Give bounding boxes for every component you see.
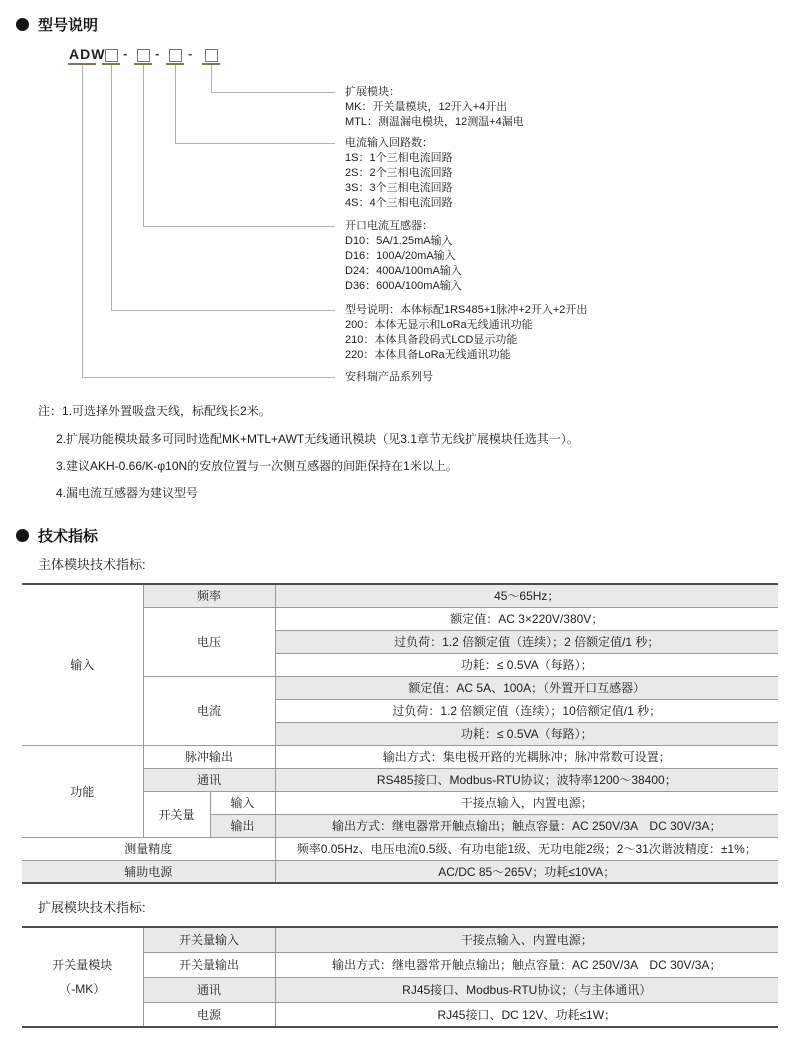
note-row: 2.扩展功能模块最多可同时选配MK+MTL+AWT无线通讯模块（见3.1章节无线扩展模块任选其一）。 — [56, 432, 579, 446]
branch-open-ct — [345, 219, 462, 294]
cell-value-current-rated: 额定值：AC 5A、100A；（外置开口互感器） — [275, 676, 778, 699]
cell-value-current-overload: 过负荷：1.2 倍额定值（连续）；10倍额定值/1 秒； — [275, 699, 778, 722]
connector-line — [211, 65, 212, 92]
model-digit-box-4 — [205, 49, 218, 62]
main-spec-table — [22, 583, 778, 884]
branch-line: 型号说明：本体标配1RS485+1脉冲+2开入+2开出 — [345, 304, 588, 316]
cell-label-voltage: 电压 — [143, 607, 275, 676]
connector-line — [111, 310, 335, 311]
main-table-caption: 主体模块技术指标: — [38, 557, 146, 572]
branch-line: 220：本体具备LoRa无线通讯功能 — [345, 349, 511, 361]
cell-value-do: 输出方式：继电器常开触点输出；触点容量：AC 250V/3A DC 30V/3A； — [275, 814, 778, 837]
table-row — [22, 837, 778, 860]
cell-label-pulse: 脉冲输出 — [143, 745, 275, 768]
model-separator: - — [188, 46, 193, 61]
cell-value-accuracy: 频率0.05Hz、电压电流0.5级、有功电能1级、无功电能2级；2～31次谐波精度：±1%； — [275, 837, 778, 860]
section-title-model: 型号说明 — [38, 17, 99, 34]
note-row: 3.建议AKH-0.66/K-φ10N的安放位置与一次侧互感器的间距保持在1米以上。 — [56, 459, 458, 473]
model-prefix: ADW — [69, 46, 106, 62]
cell-value-comm: RS485接口、Modbus-RTU协议；波特率1200～38400； — [275, 768, 778, 791]
cell-value-pulse: 输出方式：集电极开路的光耦脉冲；脉冲常数可设置； — [275, 745, 778, 768]
cell-group-input: 输入 — [22, 584, 143, 745]
module-name-line2: （-MK） — [59, 982, 106, 996]
connector-line — [82, 377, 335, 378]
connector-line — [175, 143, 335, 144]
model-digit-box-1 — [105, 49, 118, 62]
branch-line: MTL：测温漏电模块，12测温+4漏电 — [345, 116, 524, 128]
table-row — [22, 745, 778, 768]
bullet-icon — [16, 18, 29, 31]
branch-current-circuits — [345, 136, 453, 211]
cell-label-power: 电源 — [143, 1002, 275, 1027]
cell-label-di: 开关量输入 — [143, 927, 275, 952]
branch-line: MK：开关量模块，12开入+4开出 — [345, 101, 508, 113]
branch-line: D10：5A/1.25mA输入 — [345, 235, 453, 247]
section-title-tech: 技术指标 — [38, 528, 99, 545]
cell-value-frequency: 45～65Hz； — [275, 584, 778, 607]
bullet-icon — [16, 529, 29, 542]
cell-value-di: 干接点输入、内置电源； — [275, 927, 778, 952]
branch-line: 2S：2个三相电流回路 — [345, 167, 453, 179]
table-row — [22, 860, 778, 883]
note-text: 1.可选择外置吸盘天线，标配线长2米。 — [62, 404, 271, 418]
cell-label-frequency: 频率 — [143, 584, 275, 607]
cell-label-do: 开关量输出 — [143, 952, 275, 977]
section-heading-model — [16, 14, 98, 35]
cell-value-voltage-overload: 过负荷：1.2 倍额定值（连续）；2 倍额定值/1 秒； — [275, 630, 778, 653]
cell-value-do: 输出方式：继电器常开触点输出；触点容量：AC 250V/3A DC 30V/3A； — [275, 952, 778, 977]
model-separator: - — [155, 46, 160, 61]
connector-line — [211, 92, 335, 93]
branch-line: D16：100A/20mA输入 — [345, 250, 456, 262]
note-label: 注： — [38, 404, 63, 418]
branch-line: 210：本体具备段码式LCD显示功能 — [345, 334, 518, 346]
cell-label-di: 输入 — [210, 791, 275, 814]
model-separator: - — [123, 46, 128, 61]
branch-line: 安科瑞产品系列号 — [345, 371, 433, 383]
note-row: 4.漏电流互感器为建议型号 — [56, 486, 199, 500]
cell-group-function: 功能 — [22, 745, 143, 837]
connector-line — [175, 65, 176, 143]
connector-line — [143, 226, 335, 227]
table-row — [22, 927, 778, 952]
branch-model-variants — [345, 303, 587, 363]
note-row — [38, 402, 271, 419]
cell-value-comm: RJ45接口、Modbus-RTU协议；（与主体通讯） — [275, 977, 778, 1002]
cell-value-current-power: 功耗：≤ 0.5VA（每路）； — [275, 722, 778, 745]
model-digit-box-3 — [169, 49, 182, 62]
branch-line: D24：400A/100mA输入 — [345, 265, 462, 277]
cell-label-comm: 通讯 — [143, 768, 275, 791]
cell-value-aux: AC/DC 85～265V；功耗≤10VA； — [275, 860, 778, 883]
model-digit-box-2 — [137, 49, 150, 62]
cell-label-current: 电流 — [143, 676, 275, 745]
branch-line: 扩展模块： — [345, 86, 400, 98]
connector-line — [111, 65, 112, 310]
branch-line: 开口电流互感器： — [345, 220, 433, 232]
branch-line: 4S：4个三相电流回路 — [345, 197, 453, 209]
branch-line: 1S：1个三相电流回路 — [345, 152, 453, 164]
cell-value-voltage-power: 功耗：≤ 0.5VA（每路）； — [275, 653, 778, 676]
cell-label-dio: 开关量 — [143, 791, 210, 837]
cell-value-power: RJ45接口、DC 12V、功耗≤1W； — [275, 1002, 778, 1027]
ext-table-caption: 扩展模块技术指标: — [38, 900, 146, 915]
branch-line: D36：600A/100mA输入 — [345, 280, 462, 292]
cell-label-aux: 辅助电源 — [22, 860, 275, 883]
module-name-line1: 开关量模块 — [52, 958, 113, 972]
connector-line — [82, 65, 83, 377]
table-row — [22, 584, 778, 607]
cell-value-di: 干接点输入，内置电源； — [275, 791, 778, 814]
connector-line — [143, 65, 144, 226]
cell-label-do: 输出 — [210, 814, 275, 837]
branch-series-name — [345, 370, 433, 385]
branch-expansion-module — [345, 85, 524, 130]
cell-module-name — [22, 927, 143, 1027]
branch-line: 3S：3个三相电流回路 — [345, 182, 453, 194]
branch-line: 200：本体无显示和LoRa无线通讯功能 — [345, 319, 533, 331]
ext-spec-table — [22, 926, 778, 1028]
branch-line: 电流输入回路数： — [345, 137, 433, 149]
cell-label-comm: 通讯 — [143, 977, 275, 1002]
cell-value-voltage-rated: 额定值：AC 3×220V/380V； — [275, 607, 778, 630]
cell-label-accuracy: 测量精度 — [22, 837, 275, 860]
section-heading-tech — [16, 525, 98, 546]
